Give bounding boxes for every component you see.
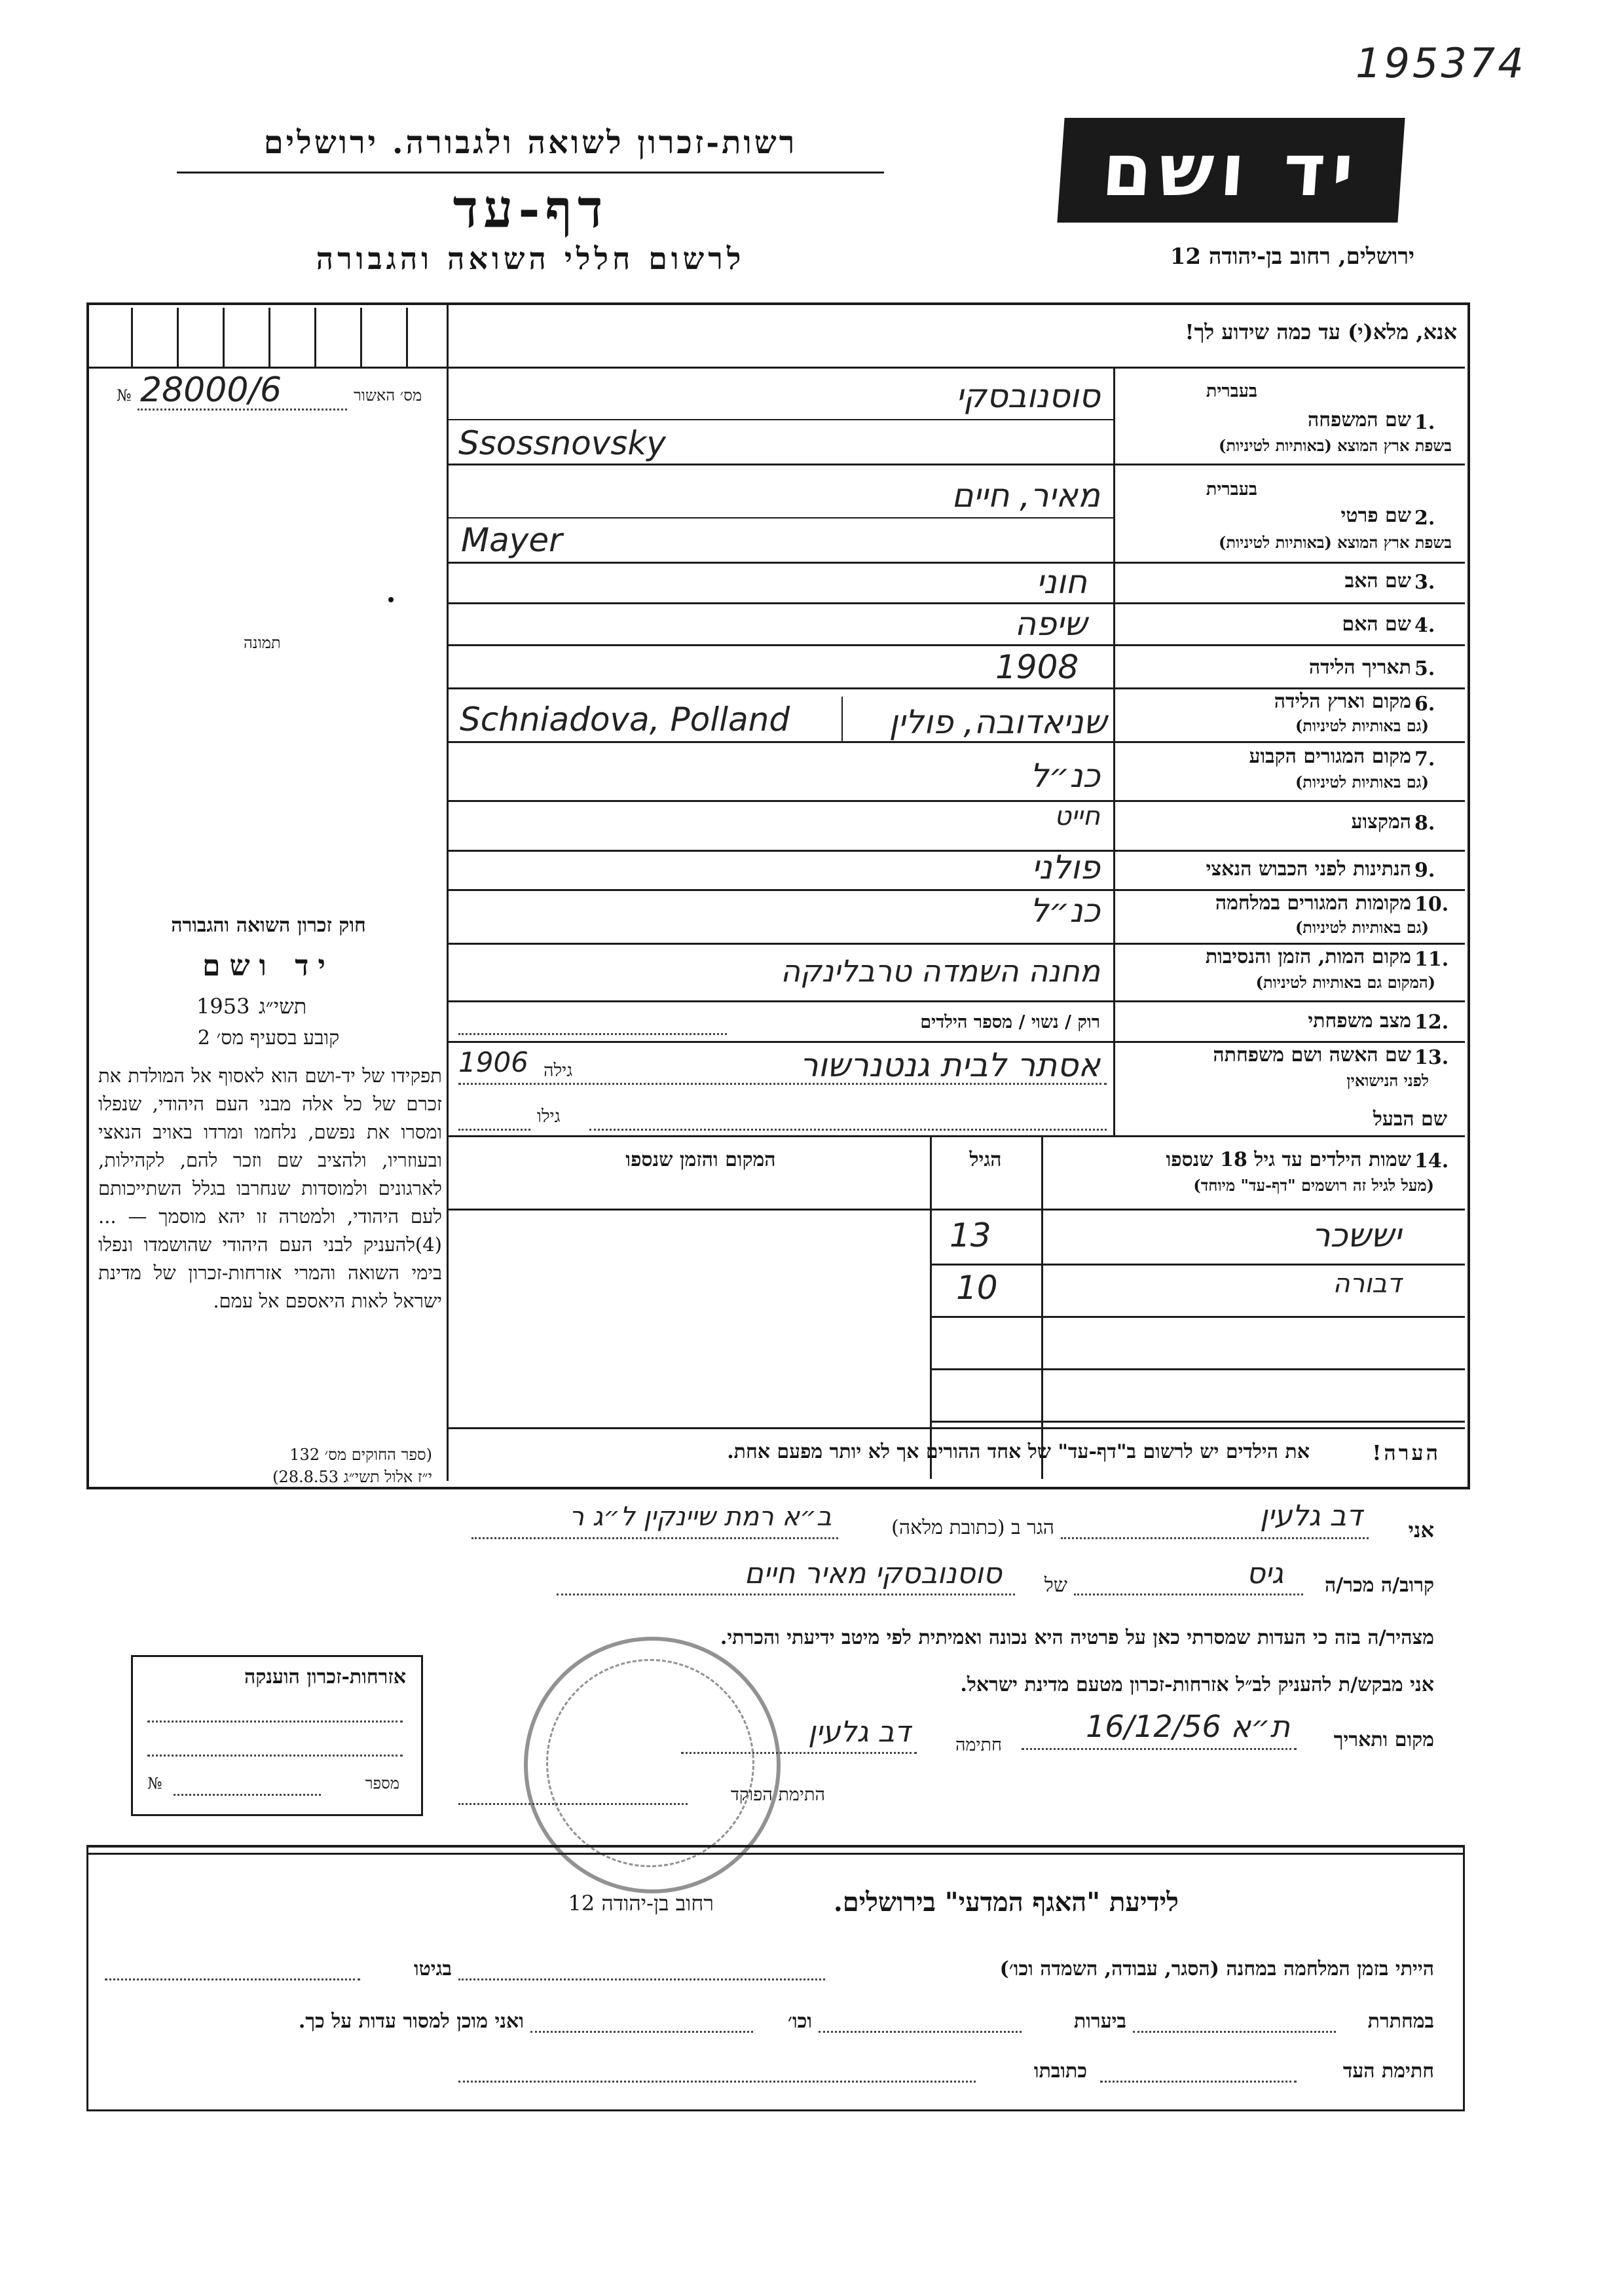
- law-reference-1: (ספר החוקים מס׳ 132: [289, 1446, 432, 1464]
- declaration-statement: מצהיר/ה בזה כי העדות שמסרתי כאן על פרטיה היא נכונה ואמיתית לפי מיטב ידיעתי והכרתי.: [720, 1626, 1434, 1649]
- field-7-value: כנ״ל: [1029, 757, 1100, 795]
- footer-divider-1: [86, 1845, 1465, 1848]
- tick-4: [268, 308, 270, 367]
- declaration-relative-value: גיס: [1246, 1557, 1283, 1590]
- instruction-text: אנא, מלא(י) עד כמה שידוע לך!: [1185, 319, 1457, 344]
- field-2-latin-label: בשפת ארץ המוצא (באותיות לטיניות): [1219, 533, 1452, 552]
- field-11-sub: (המקום גם באותיות לטיניות): [1255, 973, 1435, 992]
- field-2-value-hebrew: מאיר, חיים: [951, 477, 1100, 515]
- children-note: (מעל לגיל זה רושמים "דף-עד" מיוחד): [1193, 1176, 1434, 1195]
- row-divider-6: [447, 741, 1465, 743]
- citizenship-line-1: [147, 1721, 403, 1722]
- authority-underline: [177, 172, 884, 173]
- field-6-sub: (גם באותיות לטיניות): [1295, 716, 1429, 735]
- official-stamp: [524, 1637, 781, 1893]
- footer-address-line: [458, 2081, 976, 2083]
- footer-line1-ghetto-line: [105, 1978, 360, 1980]
- children-place-header: המקום והזמן שנספו: [625, 1148, 776, 1171]
- children-title: שמות הילדים עד גיל 18 שנספו: [1166, 1148, 1411, 1171]
- field-9-label: הנתינות לפני הכבוש הנאצי: [1206, 858, 1411, 881]
- authority-title: רשות-זכרון לשואה ולגבורה. ירושלים: [263, 124, 798, 161]
- children-row-2: [930, 1316, 1465, 1318]
- child-1-name: יששכר: [1312, 1216, 1401, 1254]
- tick-3: [223, 308, 225, 367]
- citizenship-line-2: [147, 1755, 403, 1757]
- field-12-line: [458, 1033, 727, 1035]
- field-4-number: 4.: [1414, 614, 1435, 637]
- left-column-border: [447, 302, 449, 1481]
- field-1-number: 1.: [1414, 411, 1435, 434]
- footer-line2-ready: ואני מוכן למסור עדות על כך.: [298, 2010, 524, 2033]
- footer-line1-ghetto: בגיטו: [413, 1958, 452, 1980]
- footer-left-border: [86, 1845, 88, 2111]
- husband-age-line: [458, 1129, 530, 1131]
- field-1-label: שם המשפחה: [1307, 409, 1411, 431]
- footer-line2-forests-line: [819, 2031, 1022, 2033]
- row-divider-9: [447, 889, 1465, 891]
- field-8-number: 8.: [1414, 812, 1435, 835]
- photo-label: תמונה: [244, 634, 281, 652]
- field-2-hebrew-label: בעברית: [1206, 479, 1257, 500]
- field-11-number: 11.: [1414, 948, 1449, 971]
- field-2-value-latin: Mayer: [461, 521, 563, 559]
- citizenship-number-label: מספר: [365, 1774, 399, 1793]
- tick-1: [131, 308, 133, 367]
- field-13-label: שם האשה ושם משפחתה: [1213, 1044, 1411, 1066]
- husband-age-label: גילו: [537, 1106, 561, 1127]
- tick-7: [406, 308, 408, 367]
- field-8-value: חייט: [1054, 801, 1100, 831]
- child-1-age: 13: [950, 1216, 991, 1254]
- husband-label: שם הבעל: [1373, 1108, 1447, 1131]
- row-divider-11: [447, 1000, 1465, 1002]
- field-2-number: 2.: [1414, 507, 1435, 530]
- wife-age-label: גילה: [544, 1061, 573, 1081]
- row2-inner-divider: [447, 517, 1113, 519]
- law-org: יד ושם: [202, 949, 335, 983]
- logo-text: יד ושם: [1099, 128, 1363, 212]
- declaration-relative-label: קרוב/ה מכר/ה: [1325, 1574, 1434, 1597]
- field-6-label: מקום וארץ הלידה: [1274, 690, 1411, 713]
- row-divider-5: [447, 687, 1465, 689]
- law-title: חוק זכרון השואה והגבורה: [171, 914, 366, 937]
- field-3-number: 3.: [1414, 571, 1435, 594]
- field-7-label: מקום המגורים הקבוע: [1249, 745, 1411, 768]
- child-2-name: דבורה: [1333, 1269, 1401, 1299]
- row-divider-12: [447, 1041, 1465, 1043]
- row1-inner-divider: [447, 419, 1113, 420]
- wife-age-value: 1906: [458, 1046, 528, 1078]
- declaration-request: אני מבקש/ת להעניק לב״ל אזרחות-זכרון מטעם מדינת ישראל.: [960, 1673, 1434, 1696]
- field-11-label: מקום המות, הזמן והנסיבות: [1205, 945, 1411, 968]
- law-year: 1953: [196, 994, 250, 1019]
- yad-vashem-logo: [1057, 118, 1405, 223]
- field-13-number: 13.: [1414, 1046, 1449, 1069]
- tick-2: [177, 308, 179, 367]
- page-subtitle: לרשום חללי השואה והגבורה: [316, 241, 745, 276]
- page-title: דף-עד: [452, 178, 608, 240]
- field-8-label: המקצוע: [1351, 811, 1411, 833]
- field-4-label: שם האם: [1342, 613, 1411, 636]
- field-1-value-latin: Ssossnovsky: [458, 424, 666, 462]
- field-7-number: 7.: [1414, 748, 1435, 771]
- field-1-value-hebrew: סוסנובסקי: [955, 377, 1100, 415]
- field-9-number: 9.: [1414, 859, 1435, 882]
- declaration-resides-line: [471, 1537, 838, 1539]
- field-13-value: אסתר לבית גנטנרשור: [800, 1046, 1100, 1084]
- field-6-number: 6.: [1414, 693, 1435, 716]
- field-6-value-hebrew: שניאדובה, פולין: [889, 703, 1107, 741]
- field-10-number: 10.: [1414, 893, 1449, 916]
- approval-no-sign: №: [117, 386, 132, 405]
- row-divider-1: [447, 464, 1465, 465]
- signature-label: חתימה: [955, 1735, 1002, 1755]
- footer-line2-forests: ביערות: [1073, 2010, 1126, 2033]
- citizenship-number-line: [174, 1794, 321, 1796]
- footer-address: רחוב בן-יהודה 12: [568, 1891, 714, 1916]
- declaration-i-value: דב גלעין: [1260, 1499, 1362, 1533]
- field-10-label: מקומות המגורים במלחמה: [1215, 892, 1411, 915]
- row6-mid-divider: [841, 697, 843, 741]
- field-7-sub: (גם באותיות לטיניות): [1295, 773, 1429, 792]
- instruction-divider: [447, 367, 1465, 369]
- row-divider-3: [447, 602, 1465, 604]
- field-5-number: 5.: [1414, 657, 1435, 680]
- declaration-resides-value: ב״א רמת שיינקין ל״ג ר: [569, 1502, 832, 1532]
- field-1-hebrew-label: בעברית: [1206, 381, 1257, 401]
- signature-value: דב גלעין: [808, 1715, 910, 1749]
- footer-line2-etc-line: [530, 2031, 753, 2033]
- tick-5: [314, 308, 316, 367]
- row-divider-13: [447, 1135, 1465, 1137]
- approval-value: 28000/6: [140, 371, 282, 410]
- note-text: את הילדים יש לרשום ב"דף-עד" של אחד ההורים אך לא יותר מפעם אחת.: [727, 1440, 1310, 1463]
- law-text: תפקידו של יד-ושם הוא לאסוף אל המולדת את זכרם של כל אלה מבני העם היהודי, שנפלו ומסרו את נפשם, נלחמו ומרדו באויב הנאצי ובעוזריו, ולהציב שם וזכר להם, לקהילות, לארגונים ולמוסדות שנחרבו בגלל השתייכותם לעם היהודי, ולמטרה זו יהא מוסמך — ...(4)להעניק לבני העם היהודי שהושמדו ונפלו בימי השואה והמרי אזרחות-זכרון של מדינת ישראל לאות היאספם אל עמם.: [98, 1065, 442, 1312]
- field-12-options: רוק / נשוי / מספר הילדים: [920, 1012, 1100, 1032]
- declaration-of-label: של: [1044, 1574, 1067, 1597]
- footer-line2-underground-line: [1133, 2031, 1336, 2033]
- field-1-latin-label: בשפת ארץ המוצא (באותיות לטיניות): [1219, 436, 1452, 455]
- label-column-border: [1113, 367, 1115, 1136]
- children-row-4: [930, 1421, 1465, 1423]
- children-age-header: הגיל: [969, 1148, 1002, 1171]
- field-5-label: תאריך הלידה: [1308, 656, 1411, 679]
- note-label: הערה!: [1372, 1440, 1441, 1465]
- place-date-label: מקום ותאריך: [1333, 1728, 1434, 1751]
- citizenship-title: אזרחות-זכרון הוענקה: [244, 1666, 406, 1688]
- note-divider: [447, 1427, 1465, 1429]
- child-2-age: 10: [956, 1269, 998, 1307]
- field-12-number: 12.: [1414, 1011, 1449, 1034]
- declaration-of-value: סוסנובסקי מאיר חיים: [744, 1557, 1002, 1590]
- footer-line1-camp-line: [458, 1978, 825, 1980]
- declaration-resides-label: הגר ב (כתובת מלאה): [891, 1516, 1054, 1539]
- field-3-value: חוני: [1036, 563, 1087, 601]
- tick-6: [360, 308, 362, 367]
- header-address: ירושלים, רחוב בן-יהודה 12: [1170, 244, 1414, 270]
- photo-dot: [388, 597, 394, 602]
- footer-witness-signature-label: חתימת העד: [1342, 2060, 1434, 2083]
- footer-witness-signature-line: [1100, 2081, 1297, 2083]
- field-13-line: [458, 1083, 1107, 1085]
- declaration-relative-line: [1074, 1594, 1303, 1595]
- children-row-1: [930, 1264, 1465, 1266]
- footer-line2-underground: במחתרת: [1367, 2010, 1434, 2033]
- footer-heading: לידיעת "האגף המדעי" בירושלים.: [833, 1887, 1179, 1918]
- field-13-sub: לפני הנישואין: [1346, 1071, 1429, 1090]
- official-signature-label: התימת הפוקד: [730, 1785, 825, 1805]
- footer-right-border: [1463, 1845, 1465, 2111]
- field-4-value: שיפה: [1014, 605, 1087, 643]
- children-header-bottom: [447, 1209, 1465, 1211]
- citizenship-no-sign: №: [147, 1774, 162, 1793]
- footer-line1-camp: הייתי בזמן המלחמה במחנה (הסגר, עבודה, השמדה וכו׳): [999, 1958, 1434, 1980]
- footer-divider-2: [86, 1853, 1465, 1855]
- approval-label: מס׳ האשור: [354, 386, 422, 405]
- ticks-base: [86, 367, 448, 369]
- footer-line2-etc: וכו׳: [788, 2010, 812, 2033]
- declaration-i-label: אני: [1408, 1518, 1434, 1542]
- footer-bottom-border: [86, 2109, 1465, 2111]
- law-section: קובע בסעיף מס׳ 2: [197, 1027, 340, 1049]
- husband-name-line: [589, 1129, 1107, 1131]
- footer-address-label: כתובתו: [1033, 2060, 1087, 2083]
- field-12-label: מצב משפחתי: [1308, 1010, 1411, 1032]
- place-date-line: [1022, 1748, 1297, 1750]
- approval-underline: [138, 409, 347, 410]
- law-year-hebrew: תשי״ג: [259, 994, 307, 1019]
- children-row-3: [930, 1368, 1465, 1370]
- field-6-value-latin: Schniadova, Polland: [460, 701, 790, 738]
- row-divider-10: [447, 943, 1465, 945]
- place-date-value: ת״א 16/12/56: [1086, 1709, 1290, 1744]
- field-10-value: כנ״ל: [1029, 892, 1100, 930]
- field-5-value: 1908: [995, 648, 1079, 686]
- declaration-of-line: [557, 1594, 1015, 1595]
- reference-number: 195374: [1356, 39, 1526, 87]
- field-2-label: שם פרטי: [1340, 504, 1411, 527]
- row-divider-4: [447, 644, 1465, 646]
- declaration-i-line: [1061, 1537, 1369, 1539]
- field-10-sub: (גם באותיות לטיניות): [1295, 918, 1429, 937]
- field-14-number: 14.: [1414, 1150, 1449, 1173]
- field-11-value: מחנה השמדה טרבלינקה: [781, 953, 1100, 989]
- law-reference-2: י״ז אלול תשי״ג 28.8.53): [272, 1468, 432, 1486]
- field-9-value: פולני: [1031, 848, 1100, 886]
- field-3-label: שם האב: [1344, 570, 1411, 592]
